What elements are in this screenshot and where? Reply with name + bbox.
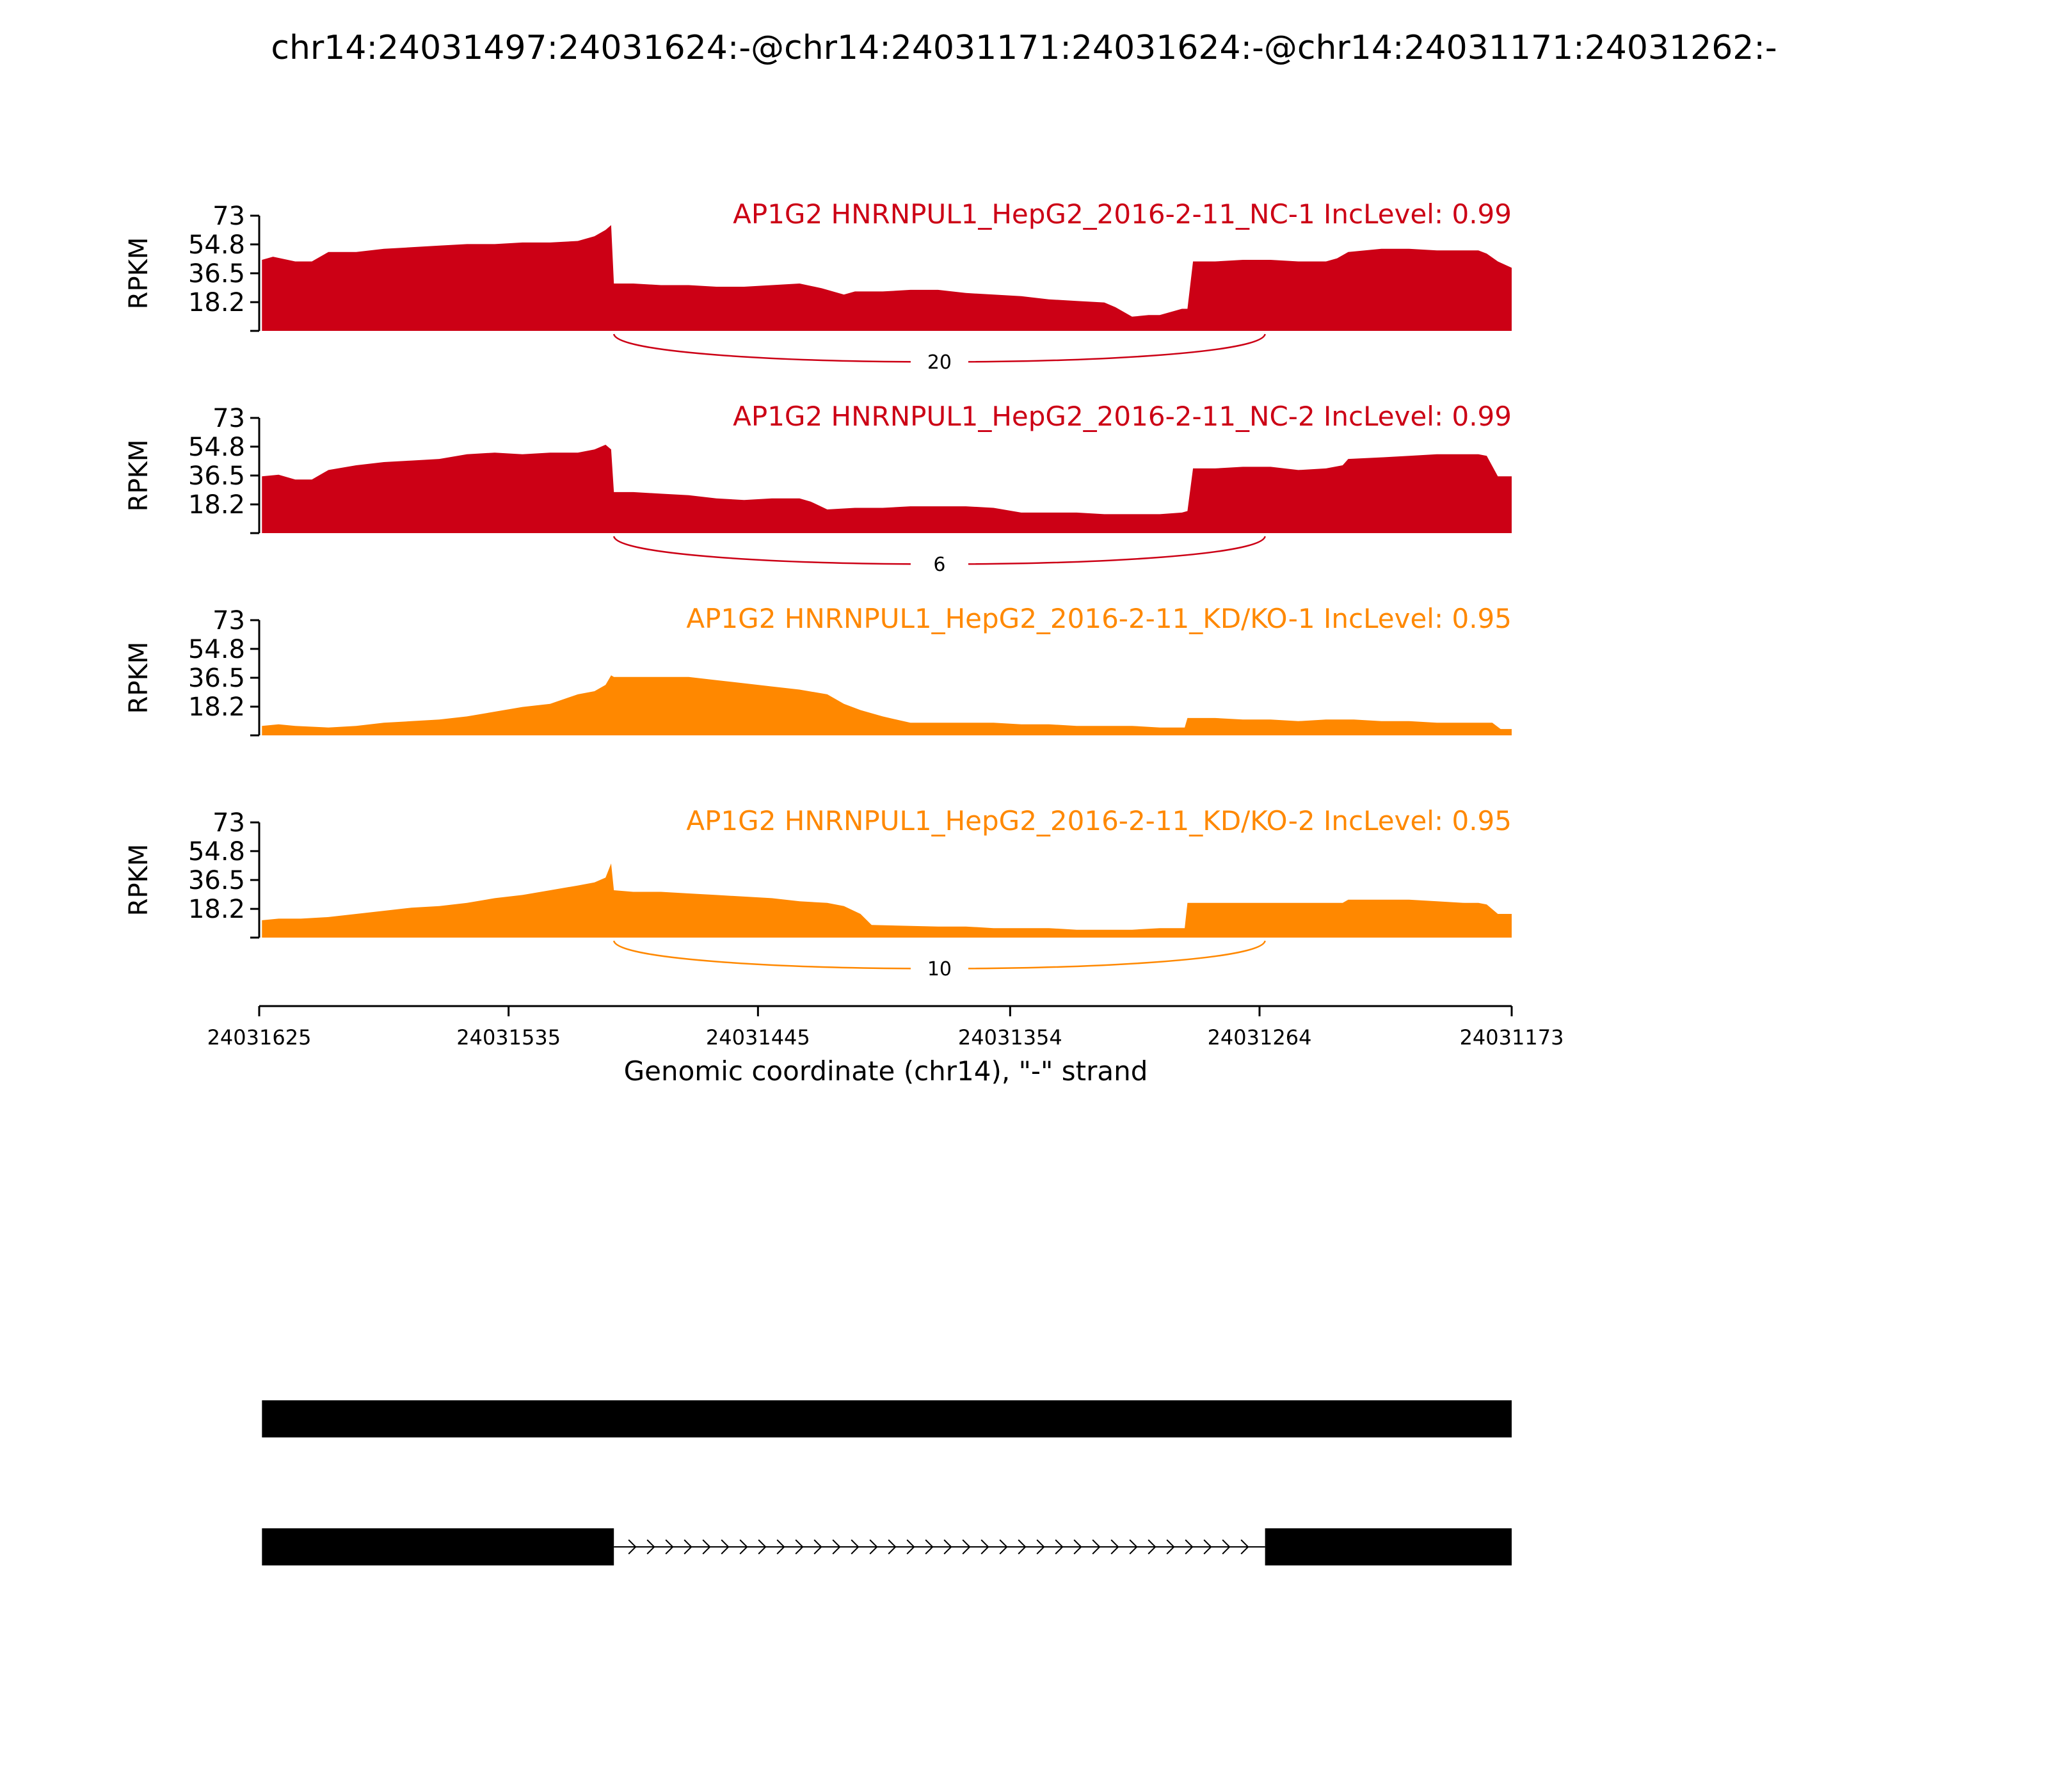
x-axis-label: Genomic coordinate (chr14), "-" strand: [623, 1055, 1148, 1087]
y-tick-label: 54.8: [188, 836, 245, 867]
y-tick-label: 73: [212, 202, 245, 231]
track-2: [124, 401, 1512, 577]
y-tick-label: 18.2: [188, 692, 245, 723]
coverage-area: [262, 863, 1512, 938]
track-1: [124, 198, 1512, 375]
y-tick-label: 54.8: [188, 230, 245, 260]
y-tick-label: 36.5: [188, 866, 245, 895]
y-tick-label: 36.5: [188, 664, 245, 693]
y-tick-label: 54.8: [188, 634, 245, 664]
coverage-area: [262, 675, 1512, 735]
y-axis-label: RPKM: [124, 237, 154, 310]
x-tick-label: 24031535: [456, 1025, 561, 1050]
y-axis-label: RPKM: [124, 844, 154, 916]
track-label: AP1G2 HNRNPUL1_HepG2_2016-2-11_NC-1 IncLevel: 0.99: [733, 198, 1512, 230]
coverage-area: [262, 225, 1512, 331]
exon: [262, 1528, 614, 1565]
y-axis-label: RPKM: [124, 641, 154, 714]
track-4: [124, 805, 1512, 982]
y-tick-label: 18.2: [188, 895, 245, 925]
coverage-tracks: [124, 198, 1512, 982]
track-label: AP1G2 HNRNPUL1_HepG2_2016-2-11_KD/KO-1 IncLevel: 0.95: [686, 603, 1512, 634]
y-tick-label: 73: [212, 606, 245, 636]
y-tick-label: 73: [212, 808, 245, 838]
x-tick-label: 24031173: [1459, 1025, 1564, 1050]
y-tick-label: 73: [212, 404, 245, 433]
junction-count: 10: [927, 958, 952, 980]
y-tick-label: 18.2: [188, 490, 245, 520]
track-label: AP1G2 HNRNPUL1_HepG2_2016-2-11_KD/KO-2 IncLevel: 0.95: [686, 805, 1512, 836]
track-label: AP1G2 HNRNPUL1_HepG2_2016-2-11_NC-2 IncLevel: 0.99: [733, 401, 1512, 432]
y-tick-label: 18.2: [188, 288, 245, 318]
gene-model-1: [262, 1400, 1512, 1437]
coverage-area: [262, 445, 1512, 533]
track-3: [124, 603, 1512, 735]
exon: [262, 1400, 1512, 1437]
exon: [1265, 1528, 1512, 1565]
x-tick-label: 24031264: [1207, 1025, 1312, 1050]
figure-title: chr14:24031497:24031624:-@chr14:24031171:24031624:-@chr14:24031171:24031262:-: [271, 29, 1777, 67]
junction-count: 6: [933, 554, 946, 576]
y-tick-label: 36.5: [188, 461, 245, 491]
x-axis: [207, 1006, 1564, 1050]
x-tick-label: 24031625: [207, 1025, 312, 1050]
y-tick-label: 36.5: [188, 259, 245, 289]
gene-models: [262, 1400, 1512, 1565]
gene-model-2: [262, 1528, 1512, 1565]
junction-count: 20: [927, 351, 952, 374]
y-tick-label: 54.8: [188, 432, 245, 462]
x-tick-label: 24031354: [957, 1025, 1062, 1050]
x-tick-label: 24031445: [705, 1025, 810, 1050]
y-axis-label: RPKM: [124, 439, 154, 512]
